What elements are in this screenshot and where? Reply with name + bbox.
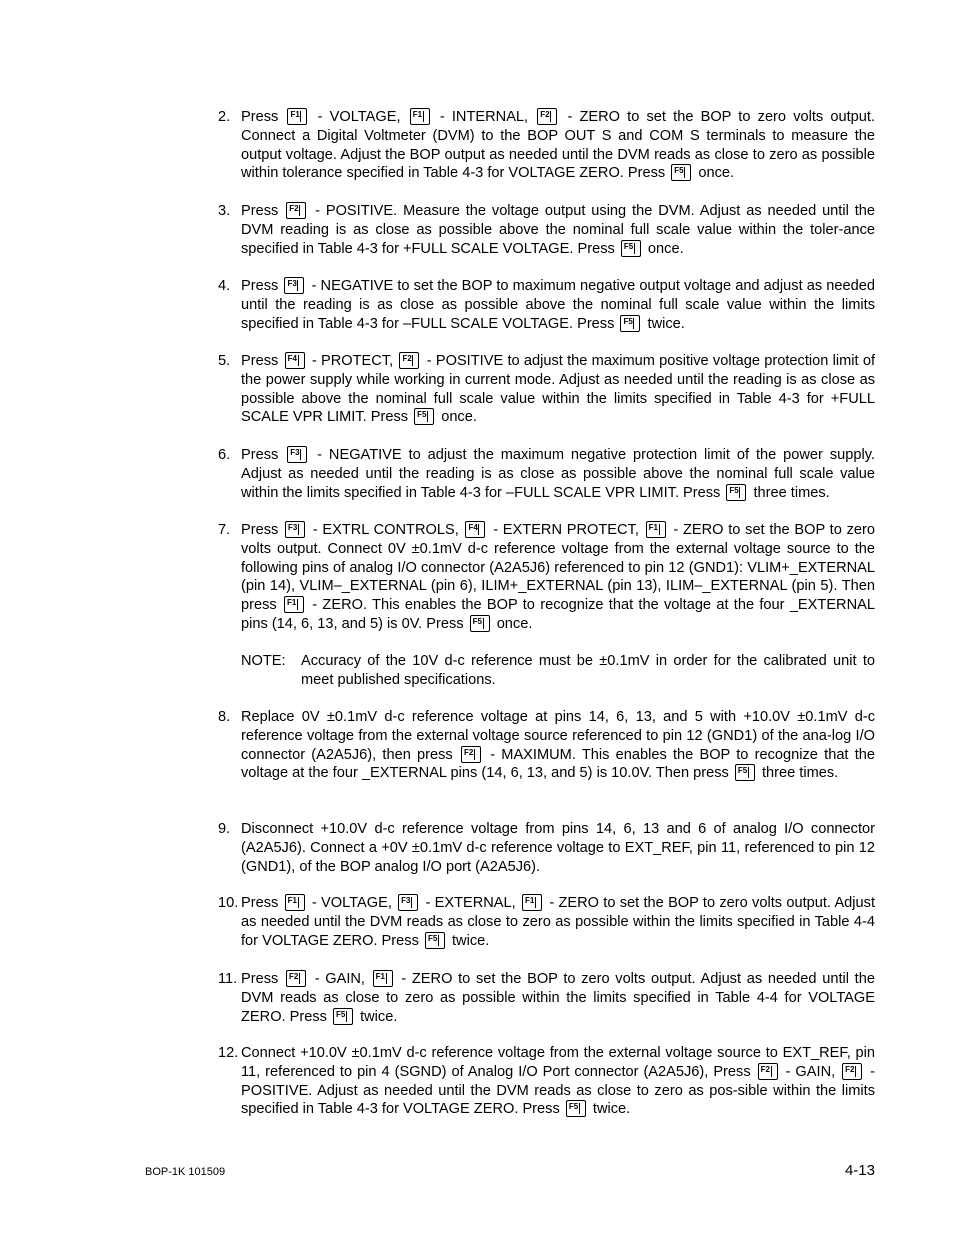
f5-key-icon: F5 (333, 1008, 353, 1025)
f1-key-icon: F1 (287, 108, 307, 125)
step-number: 9. (218, 821, 231, 837)
step-number: 10. (218, 895, 239, 911)
step-number: 11. (218, 971, 238, 987)
f5-key-icon: F5 (671, 164, 691, 181)
step-5: 5. Press F4 - PROTECT, F2 - POSITIVE to adjust the maximum positive voltage protection limit of the power supply while working in current mode. Adjust as needed until the reading is as close as possible above the nominal full scale value within the limits specified in Table 4-3 for +FULL SCALE VPR LIMIT. Press F5 once. (218, 353, 876, 426)
f5-key-icon: F5 (621, 240, 641, 257)
step-11: 11. Press F2 - GAIN, F1 - ZERO to set the BOP to zero volts output. Adjust as needed until the DVM reads as close to zero as possible within the limits specified in Table 4-4 for VOLTAGE ZERO. Press F5 twice. (218, 971, 875, 1025)
step-9: 9. Disconnect +10.0V d-c reference voltage from pins 14, 6, 13 and 6 of analog I/O connector (A2A5J6). Connect a +0V ±0.1mV d-c reference voltage to EXT_REF, pin 11, referenced to pin 12 (GND1), of the BOP analog I/O port (A2A5J6). (218, 821, 875, 875)
f5-key-icon: F5 (566, 1100, 586, 1117)
step-number: 7. (218, 522, 231, 538)
step-number: 5. (218, 353, 231, 369)
step-10: 10. Press F1 - VOLTAGE, F3 - EXTERNAL, F1 - ZERO to set the BOP to zero volts output. Adjust as needed until the DVM reads as close to zero as possible within the limits specified in Table 4-4 for VOLTAGE ZERO. Press F5 twice. (218, 895, 875, 949)
f2-key-icon: F2 (286, 202, 306, 219)
f2-key-icon: F2 (286, 970, 306, 987)
f5-key-icon: F5 (414, 408, 434, 425)
f1-key-icon: F1 (646, 521, 666, 538)
f1-key-icon: F1 (373, 970, 393, 987)
page-number: 4-13 (844, 1162, 875, 1179)
f1-key-icon: F1 (522, 894, 542, 911)
f3-key-icon: F3 (284, 277, 304, 294)
f3-key-icon: F3 (398, 894, 418, 911)
step-number: 8. (218, 709, 231, 725)
f5-key-icon: F5 (425, 932, 445, 949)
step-3: 3. Press F2 - POSITIVE. Measure the voltage output using the DVM. Adjust as needed until the DVM reading is as close as possible above the nominal full scale value within the toler-ance specified in Table 4-3 for +FULL SCALE VOLTAGE. Press F5 once. (218, 203, 875, 257)
step-6: 6. Press F3 - NEGATIVE to adjust the maximum negative protection limit of the power supply. Adjust as needed until the reading is as close as possible above the nominal full scale value within the limits specified in Table 4-3 for –FULL SCALE VPR LIMIT. Press F5 three times. (218, 447, 875, 501)
f4-key-icon: F4 (285, 352, 305, 369)
f1-key-icon: F1 (284, 596, 304, 613)
f3-key-icon: F3 (285, 521, 305, 538)
step-12: 12. Connect +10.0V ±0.1mV d-c reference voltage from the external voltage source to EXT_REF, pin 11, referenced to pin 4 (SGND) of Analog I/O Port connector (A2A5J6), Press F2 - GAIN, F2 - POSITIVE. Adjust as needed until the DVM reads as close to zero as pos-sible within the limits specified in Table 4-3 for VOLTAGE ZERO. Press F5 twice. (218, 1045, 876, 1118)
f2-key-icon: F2 (461, 746, 481, 763)
f2-key-icon: F2 (399, 352, 419, 369)
step-8: 8. Replace 0V ±0.1mV d-c reference voltage at pins 14, 6, 13, and 5 with +10.0V ±0.1mV d-c reference voltage from the external voltage source referenced to pin 12 (GND1) of the ana-log I/O connector (A2A5J6), then press F2 - MAXIMUM. This enables the BOP to recognize that the voltage at the four _EXTERNAL pins (14, 6, 13, and 5) is 10.0V. Then press F5 three times. (218, 709, 875, 782)
f5-key-icon: F5 (735, 764, 755, 781)
f2-key-icon: F2 (758, 1063, 778, 1080)
step-number: 2. (218, 109, 231, 125)
f1-key-icon: F1 (410, 108, 430, 125)
step-4: 4. Press F3 - NEGATIVE to set the BOP to maximum negative output voltage and adjust as needed until the reading is as close as possible above the nominal full scale value within the limits specified in Table 4-3 for –FULL SCALE VOLTAGE. Press F5 twice. (218, 278, 875, 332)
f2-key-icon: F2 (537, 108, 557, 125)
f4-key-icon: F4 (465, 521, 485, 538)
step-7: 7. Press F3 - EXTRL CONTROLS, F4 - EXTERN PROTECT, F1 - ZERO to set the BOP to zero volts output. Connect 0V ±0.1mV d-c reference voltage from the external voltage source to the following pins of analog I/O connector (A2A5J6) referenced to pin 12 (GND1): VLIM+_EXTERNAL (pin 14), VLIM–_EXTERNAL (pin 6), ILIM+_EXTERNAL (pin 13), ILIM–_EXTERNAL (pin 5). Then press F1 - ZERO. This enables the BOP to recognize that the voltage at the four _EXTERNAL pins (14, 6, 13, and 5) is 0V. Press F5 once. (218, 522, 875, 632)
step-number: 3. (218, 203, 231, 219)
footer-doc-id: BOP-1K 101509 (145, 1166, 226, 1178)
f1-key-icon: F1 (285, 894, 305, 911)
f5-key-icon: F5 (726, 484, 746, 501)
note (241, 652, 875, 690)
note-label: NOTE: (241, 653, 286, 669)
step-number: 6. (218, 447, 231, 463)
note-text: Accuracy of the 10V d-c reference must be ±0.1mV in order for the calibrated unit to meet published specifications. (301, 653, 875, 688)
f3-key-icon: F3 (287, 446, 307, 463)
f5-key-icon: F5 (470, 615, 490, 632)
f2-key-icon: F2 (842, 1063, 862, 1080)
step-number: 4. (218, 278, 231, 294)
step-number: 12. (218, 1045, 239, 1061)
step-2: 2. Press F1 - VOLTAGE, F1 - INTERNAL, F2 - ZERO to set the BOP to zero volts output. Connect a Digital Voltmeter (DVM) to the BOP OUT S and COM S terminals to measure the output voltage. Adjust the BOP output as needed until the DVM reads as close to zero as possible within tolerance specified in Table 4-3 for VOLTAGE ZERO. Press F5 once. (218, 109, 875, 182)
f5-key-icon: F5 (620, 315, 640, 332)
